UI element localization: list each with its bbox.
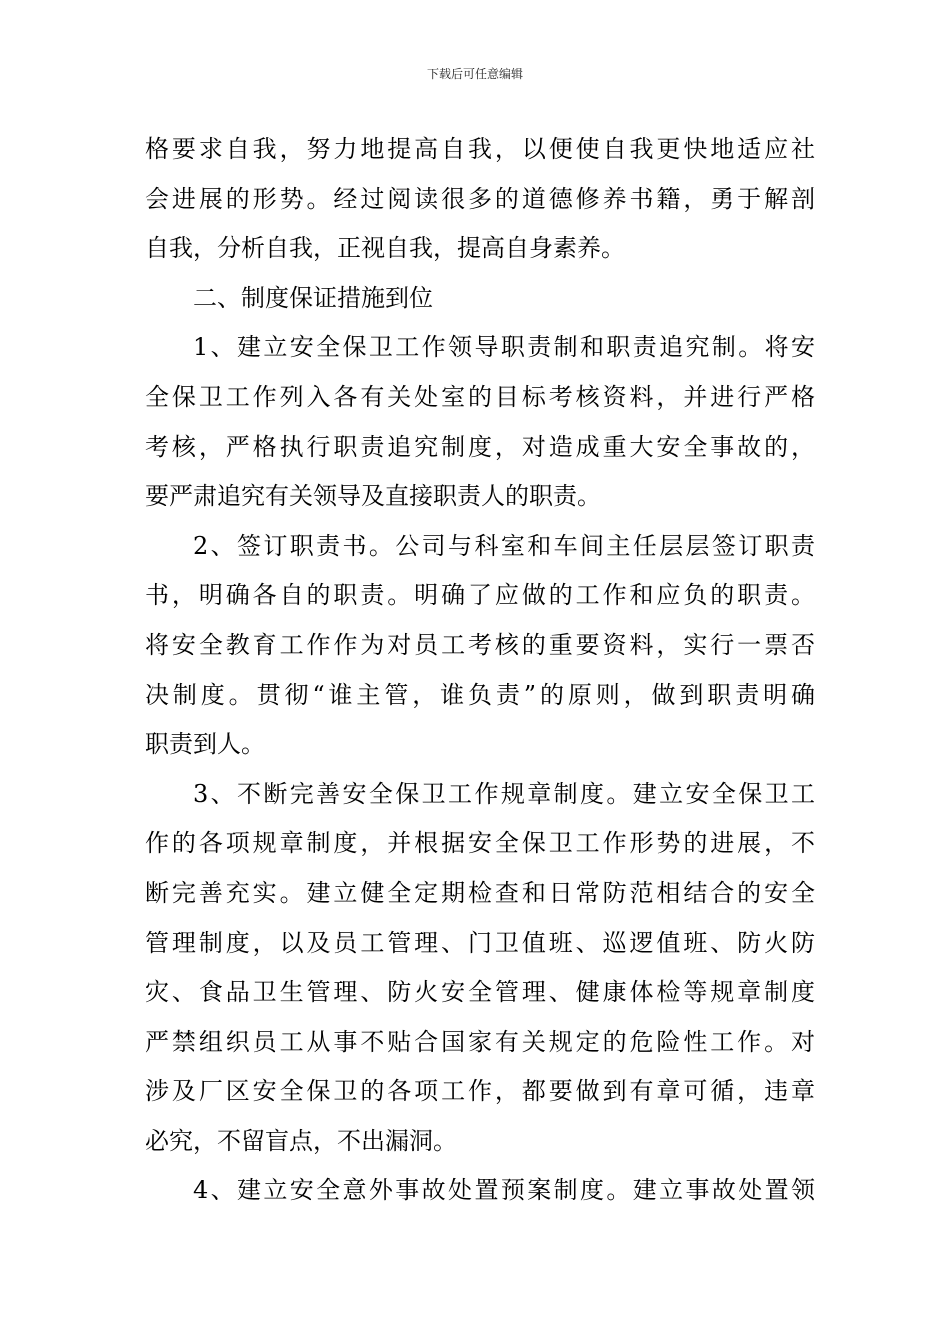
text-line: 作的各项规章制度，并根据安全保卫工作形势的进展，不	[145, 829, 815, 858]
text-line: 自我，分析自我，正视自我，提高自身素养。	[145, 234, 625, 263]
text-line: 将安全教育工作作为对员工考核的重要资料，实行一票否	[145, 630, 815, 659]
text-line: 职责到人。	[145, 730, 265, 759]
text-line: 3、不断完善安全保卫工作规章制度。建立安全保卫工	[193, 779, 815, 808]
text-line: 必究，不留盲点，不出漏洞。	[145, 1126, 457, 1155]
text-line: 会进展的形势。经过阅读很多的道德修养书籍，勇于解剖	[145, 184, 815, 213]
text-line: 全保卫工作列入各有关处室的目标考核资料，并进行严格	[145, 382, 815, 411]
text-line: 考核，严格执行职责追究制度，对造成重大安全事故的，	[145, 432, 815, 461]
text-line: 要严肃追究有关领导及直接职责人的职责。	[145, 482, 601, 511]
text-line: 断完善充实。建立健全定期检查和日常防范相结合的安全	[145, 878, 815, 907]
document-body	[145, 125, 815, 1216]
text-line: 灾、食品卫生管理、防火安全管理、健康体检等规章制度	[145, 978, 815, 1007]
text-line: 1、建立安全保卫工作领导职责制和职责追究制。将安	[193, 333, 815, 362]
text-line: 决制度。贯彻“谁主管，谁负责”的原则，做到职责明确	[145, 680, 815, 709]
text-line: 2、签订职责书。公司与科室和车间主任层层签订职责	[193, 531, 815, 560]
text-line: 二、制度保证措施到位	[193, 283, 433, 312]
text-line: 严禁组织员工从事不贴合国家有关规定的危险性工作。对	[145, 1027, 815, 1056]
text-line: 书，明确各自的职责。明确了应做的工作和应负的职责。	[145, 581, 815, 610]
text-line: 4、建立安全意外事故处置预案制度。建立事故处置领	[193, 1176, 815, 1205]
page-header: 下载后可任意编辑	[426, 67, 523, 81]
text-line: 格要求自我，努力地提高自我，以便使自我更快地适应社	[145, 135, 815, 163]
text-line: 涉及厂区安全保卫的各项工作，都要做到有章可循，违章	[145, 1077, 815, 1106]
text-line: 管理制度，以及员工管理、门卫值班、巡逻值班、防火防	[145, 928, 815, 957]
